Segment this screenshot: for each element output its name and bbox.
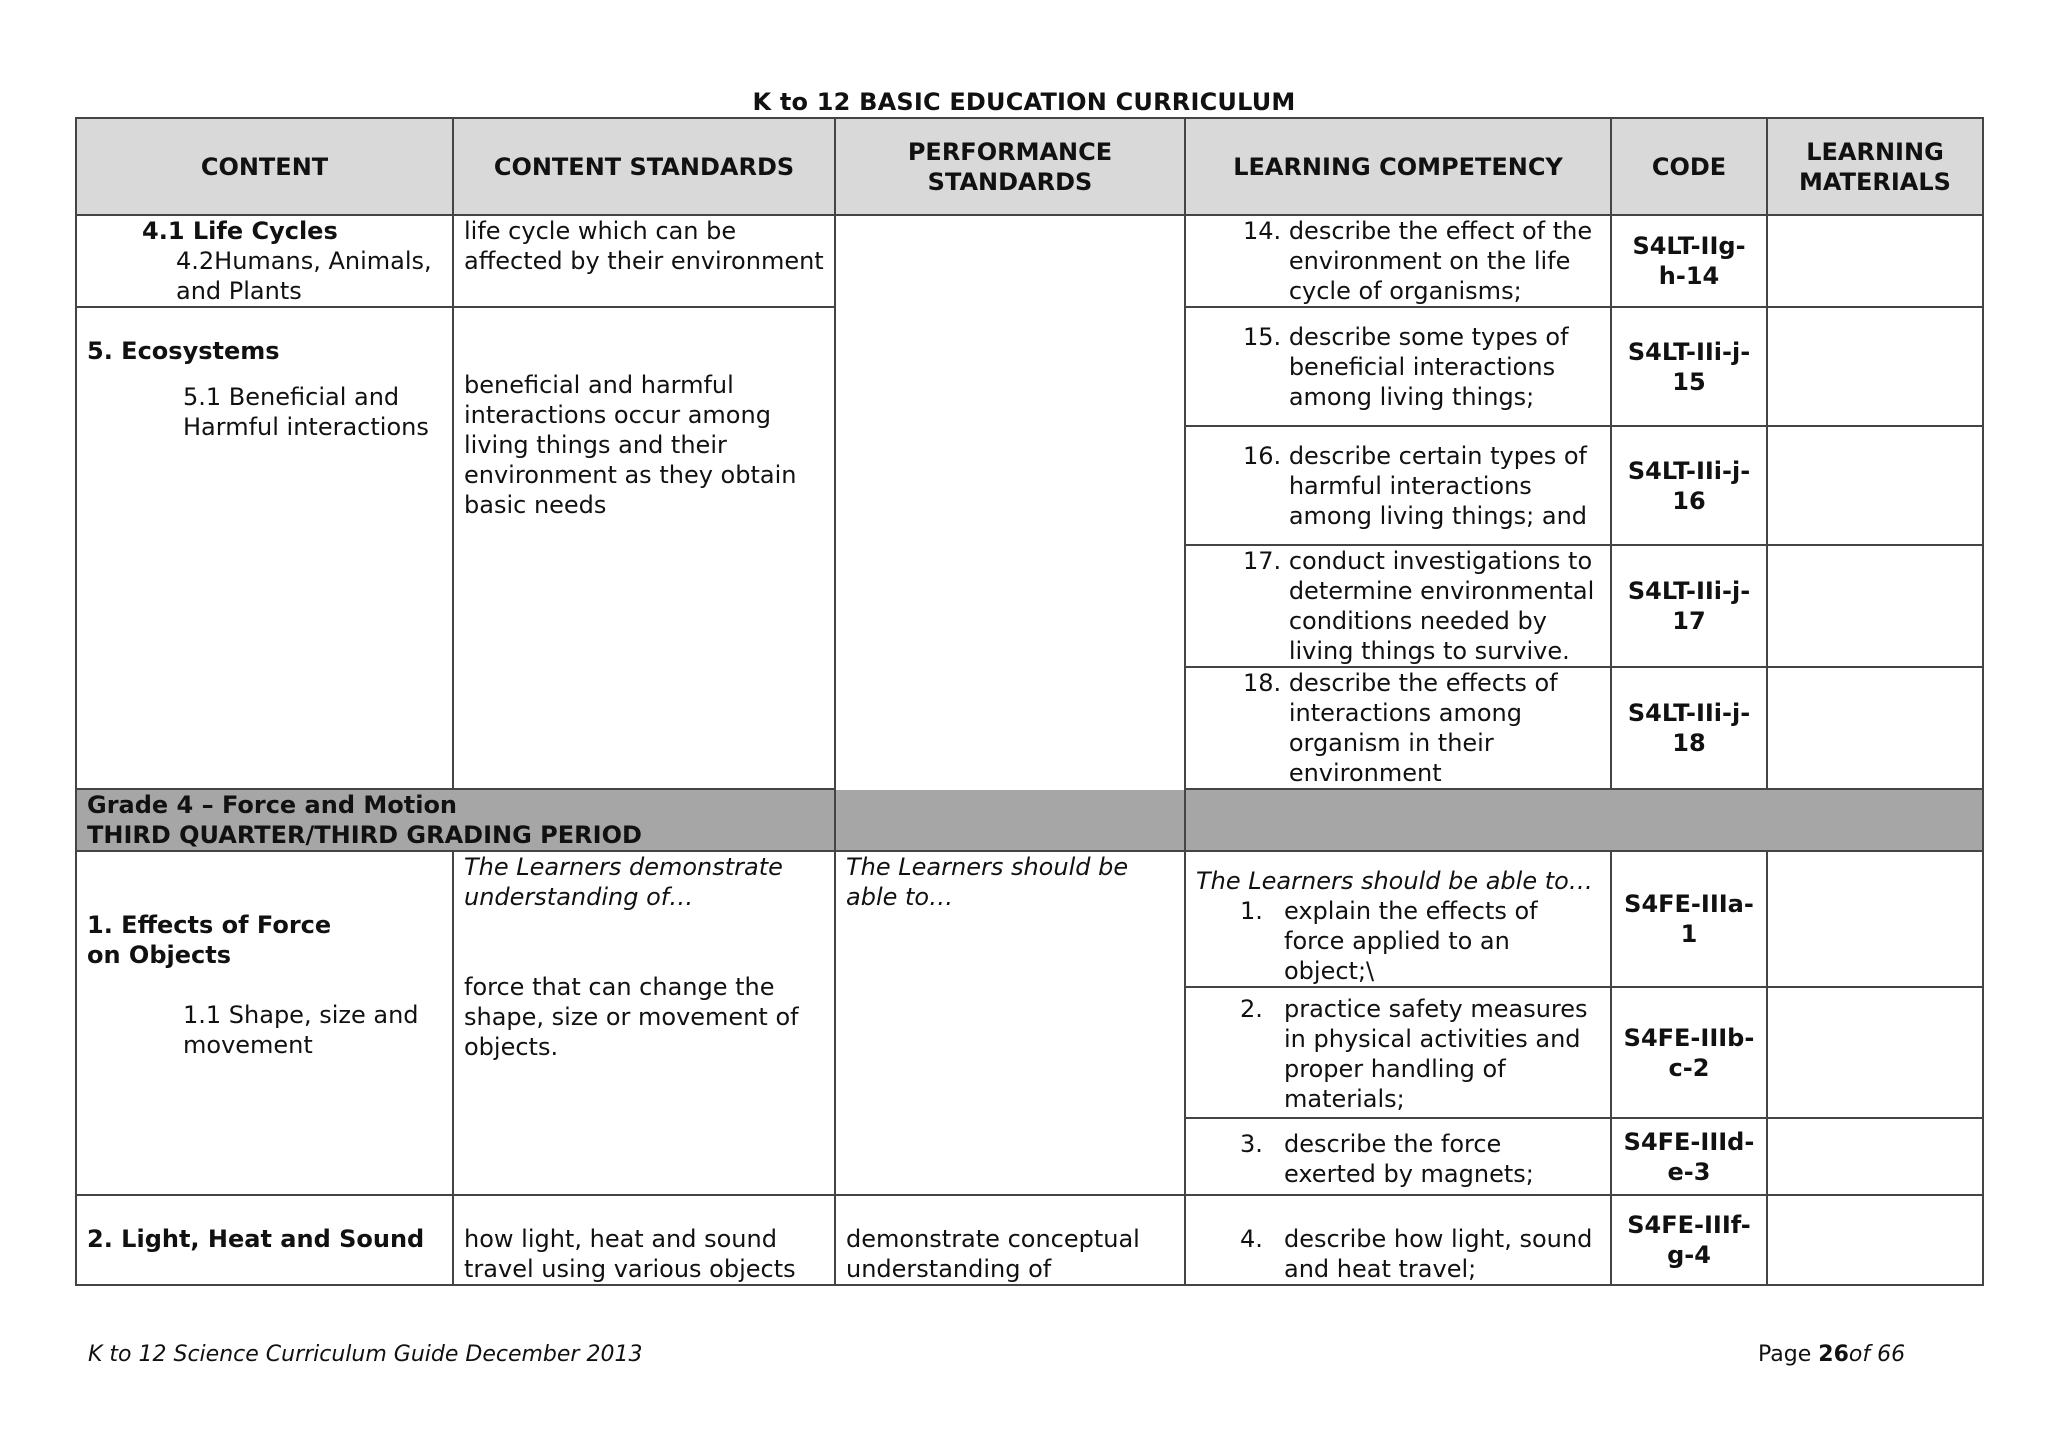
column-header-learning-materials: LEARNING MATERIALS: [1767, 118, 1983, 215]
content-heading: 4.1 Life Cycles: [142, 217, 338, 245]
competency-text: describe certain types of harmful interactions among living things; and: [1288, 442, 1588, 530]
competency-cell: [1185, 215, 1611, 307]
competency-cell: [1185, 307, 1611, 426]
column-header-content: CONTENT: [76, 118, 453, 215]
learning-materials-cell: [1767, 1195, 1983, 1285]
performance-standard-text: demonstrate conceptual understanding of: [846, 1225, 1140, 1283]
learning-materials-cell: [1767, 1118, 1983, 1195]
content-cell: [76, 307, 453, 789]
learning-materials-cell: [1767, 667, 1983, 789]
content-standard-cell: [453, 307, 835, 789]
section-header: [76, 789, 1983, 851]
competency-number: 3.: [1240, 1130, 1263, 1158]
competency-text: explain the effects of force applied to an object;\: [1284, 897, 1538, 985]
content-standard-cell: [453, 851, 835, 1195]
code-cell: S4FE-IIIf-g-4: [1611, 1195, 1767, 1285]
competency-number: 15.: [1243, 323, 1282, 351]
content-standard-text: beneficial and harmful interactions occur among living things and their environment as they obtain basic needs: [464, 371, 797, 519]
page-current: 26: [1818, 1342, 1849, 1367]
performance-standard-intro: The Learners should be able to…: [846, 853, 1129, 911]
header-row: [76, 118, 1983, 215]
competency-text: conduct investigations to determine environmental conditions needed by living things to survive.: [1288, 547, 1595, 665]
code-cell: S4LT-IIi-j-18: [1611, 667, 1767, 789]
column-header-content-standards: CONTENT STANDARDS: [453, 118, 835, 215]
content-standard-cell: life cycle which can be affected by their environment: [453, 215, 835, 307]
competency-cell: [1185, 1118, 1611, 1195]
page-total: of 66: [1848, 1342, 1906, 1367]
content-heading: 2. Light, Heat and Sound: [87, 1225, 425, 1253]
footer-guide-title: K to 12 Science Curriculum Guide December 2013: [88, 1342, 643, 1367]
competency-cell: [1185, 987, 1611, 1118]
learning-materials-cell: [1767, 545, 1983, 667]
competency-text: describe some types of beneficial interactions among living things;: [1288, 323, 1569, 411]
column-header-learning-competency: LEARNING COMPETENCY: [1185, 118, 1611, 215]
content-subtopic: 4.2Humans, Animals, and Plants: [176, 247, 432, 305]
content-cell: [76, 851, 453, 1195]
content-heading: 1. Effects of Force on Objects: [87, 911, 332, 969]
performance-standard-cell: [835, 1195, 1185, 1285]
learning-materials-cell: [1767, 215, 1983, 307]
table-row: [76, 851, 1983, 987]
competency-cell: [1185, 851, 1611, 987]
content-standard-text: force that can change the shape, size or movement of objects.: [464, 973, 799, 1061]
competency-number: 1.: [1240, 897, 1263, 925]
code-cell: S4LT-IIi-j-15: [1611, 307, 1767, 426]
page-number: [1758, 1342, 1905, 1367]
content-standard-cell: [453, 1195, 835, 1285]
page-prefix: Page: [1758, 1342, 1819, 1367]
performance-standard-cell: [835, 215, 1185, 851]
content-heading: 5. Ecosystems: [87, 337, 280, 365]
competency-cell: [1185, 426, 1611, 545]
competency-text: describe the effects of interactions among organism in their environment: [1288, 669, 1558, 787]
learning-materials-cell: [1767, 987, 1983, 1118]
competency-number: 16.: [1243, 442, 1282, 470]
content-standard-intro: The Learners demonstrate understanding of…: [464, 853, 783, 911]
competency-number: 18.: [1243, 669, 1282, 697]
competency-number: 4.: [1240, 1225, 1263, 1253]
competency-number: 14.: [1243, 217, 1282, 245]
curriculum-table: [75, 117, 1984, 1286]
code-cell: S4FE-IIId-e-3: [1611, 1118, 1767, 1195]
section-period: THIRD QUARTER/THIRD GRADING PERIOD: [87, 821, 642, 849]
code-cell: S4FE-IIIa-1: [1611, 851, 1767, 987]
competency-cell: [1185, 545, 1611, 667]
learning-materials-cell: [1767, 851, 1983, 987]
competency-number: 2.: [1240, 995, 1263, 1023]
competency-cell: [1185, 1195, 1611, 1285]
content-standard-text: how light, heat and sound travel using various objects: [464, 1225, 796, 1283]
competency-text: practice safety measures in physical activities and proper handling of materials;: [1284, 995, 1588, 1113]
code-cell: S4LT-IIi-j-17: [1611, 545, 1767, 667]
content-cell: [76, 215, 453, 307]
column-header-performance-standards: PERFORMANCE STANDARDS: [835, 118, 1185, 215]
column-header-code: CODE: [1611, 118, 1767, 215]
learning-materials-cell: [1767, 426, 1983, 545]
performance-standard-cell: [835, 851, 1185, 1195]
table-row: [76, 1195, 1983, 1285]
learning-materials-cell: [1767, 307, 1983, 426]
competency-text: describe how light, sound and heat travel;: [1284, 1225, 1593, 1283]
competency-number: 17.: [1243, 547, 1282, 575]
content-subtopic: 1.1 Shape, size and movement: [183, 1001, 419, 1059]
document-title: K to 12 BASIC EDUCATION CURRICULUM: [752, 88, 1296, 116]
competency-cell: [1185, 667, 1611, 789]
content-subtopic: 5.1 Beneficial and Harmful interactions: [183, 383, 429, 441]
code-cell: S4LT-IIg-h-14: [1611, 215, 1767, 307]
content-cell: [76, 1195, 453, 1285]
code-cell: S4FE-IIIb-c-2: [1611, 987, 1767, 1118]
competency-text: describe the effect of the environment on the life cycle of organisms;: [1288, 217, 1593, 305]
section-title: Grade 4 – Force and Motion: [87, 791, 458, 819]
section-row: [76, 789, 1983, 851]
table-row: [76, 215, 1983, 307]
code-cell: S4LT-IIi-j-16: [1611, 426, 1767, 545]
competency-intro: The Learners should be able to…: [1196, 867, 1593, 895]
competency-text: describe the force exerted by magnets;: [1284, 1130, 1534, 1188]
